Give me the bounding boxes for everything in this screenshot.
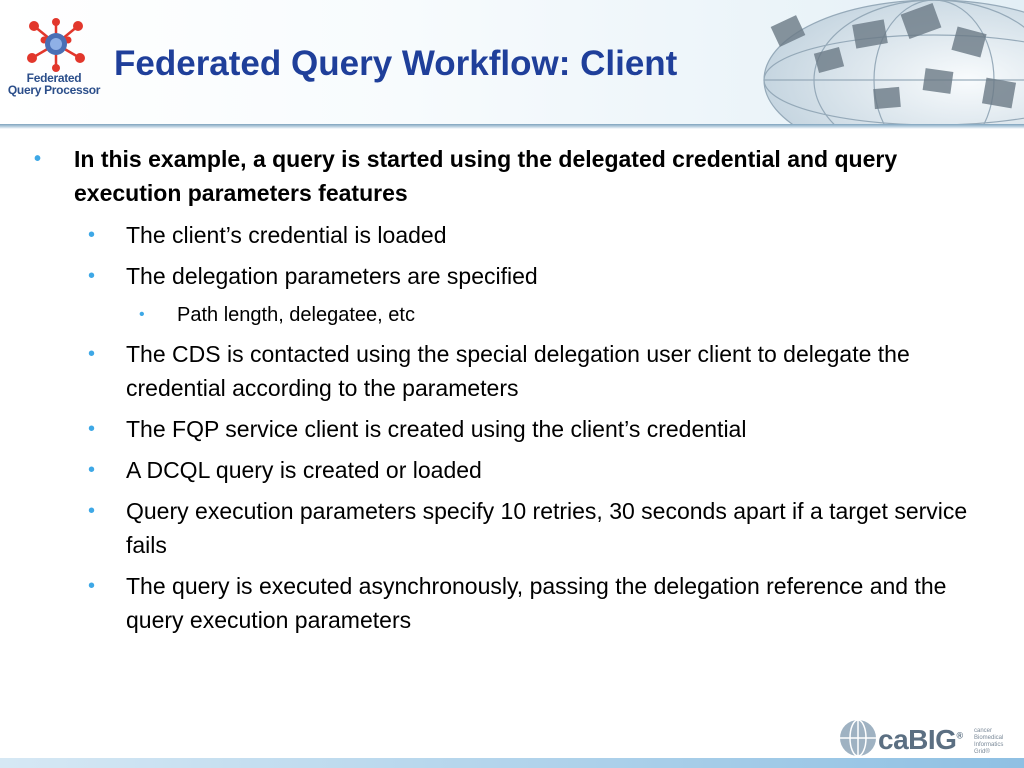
bullet-marker: • xyxy=(88,343,96,365)
slide-title: Federated Query Workflow: Client xyxy=(114,44,678,83)
globe-icon xyxy=(838,718,878,758)
logo-line-1: Federated xyxy=(26,71,82,85)
bullet-text: The delegation parameters are specified xyxy=(126,263,538,289)
bullet-text: A DCQL query is created or loaded xyxy=(126,457,482,483)
bullet-item xyxy=(34,142,974,210)
bullet-item xyxy=(88,259,986,293)
fqp-logo xyxy=(2,18,108,110)
bullet-marker: • xyxy=(88,265,96,287)
bullet-marker: • xyxy=(88,224,96,246)
registered-mark: ® xyxy=(956,730,963,741)
bullet-item xyxy=(139,298,957,332)
bullet-marker: • xyxy=(139,306,145,323)
cabig-subtitle: cancer Biomedical Informatics Grid® xyxy=(974,728,1004,755)
network-nodes-icon xyxy=(24,18,88,74)
globe-image xyxy=(724,0,1024,124)
slide-header xyxy=(0,0,1024,124)
footer-bar xyxy=(0,758,1024,768)
bullet-marker: • xyxy=(88,500,96,522)
bullet-text: The CDS is contacted using the special delegation user client to delegate the credential according to the parameters xyxy=(126,341,910,401)
logo-text xyxy=(2,72,106,96)
logo-line-2: Query Processor xyxy=(7,83,101,97)
bullet-item xyxy=(88,453,986,487)
bullet-text: Query execution parameters specify 10 retries, 30 seconds apart if a target service fails xyxy=(126,498,968,558)
bullet-marker: • xyxy=(34,148,42,170)
bullet-item xyxy=(88,337,986,405)
cabig-name: caBIG xyxy=(878,724,957,755)
cabig-wordmark xyxy=(878,724,963,756)
bullet-text: The query is executed asynchronously, passing the delegation reference and the query execution parameters xyxy=(126,573,947,633)
bullet-text: The client’s credential is loaded xyxy=(126,222,447,248)
bullet-marker: • xyxy=(88,418,96,440)
bullet-item xyxy=(88,494,986,562)
header-divider xyxy=(0,124,1024,129)
cabig-logo xyxy=(838,716,1018,760)
bullet-item xyxy=(88,218,986,252)
bullet-text: Path length, delegatee, etc xyxy=(177,304,415,326)
bullet-marker: • xyxy=(88,575,96,597)
bullet-text: The FQP service client is created using the client’s credential xyxy=(126,416,747,442)
bullet-marker: • xyxy=(88,459,96,481)
bullet-text: In this example, a query is started using the delegated credential and query execution parameters features xyxy=(74,146,898,206)
bullet-item xyxy=(88,412,986,446)
bullet-item xyxy=(88,569,986,637)
